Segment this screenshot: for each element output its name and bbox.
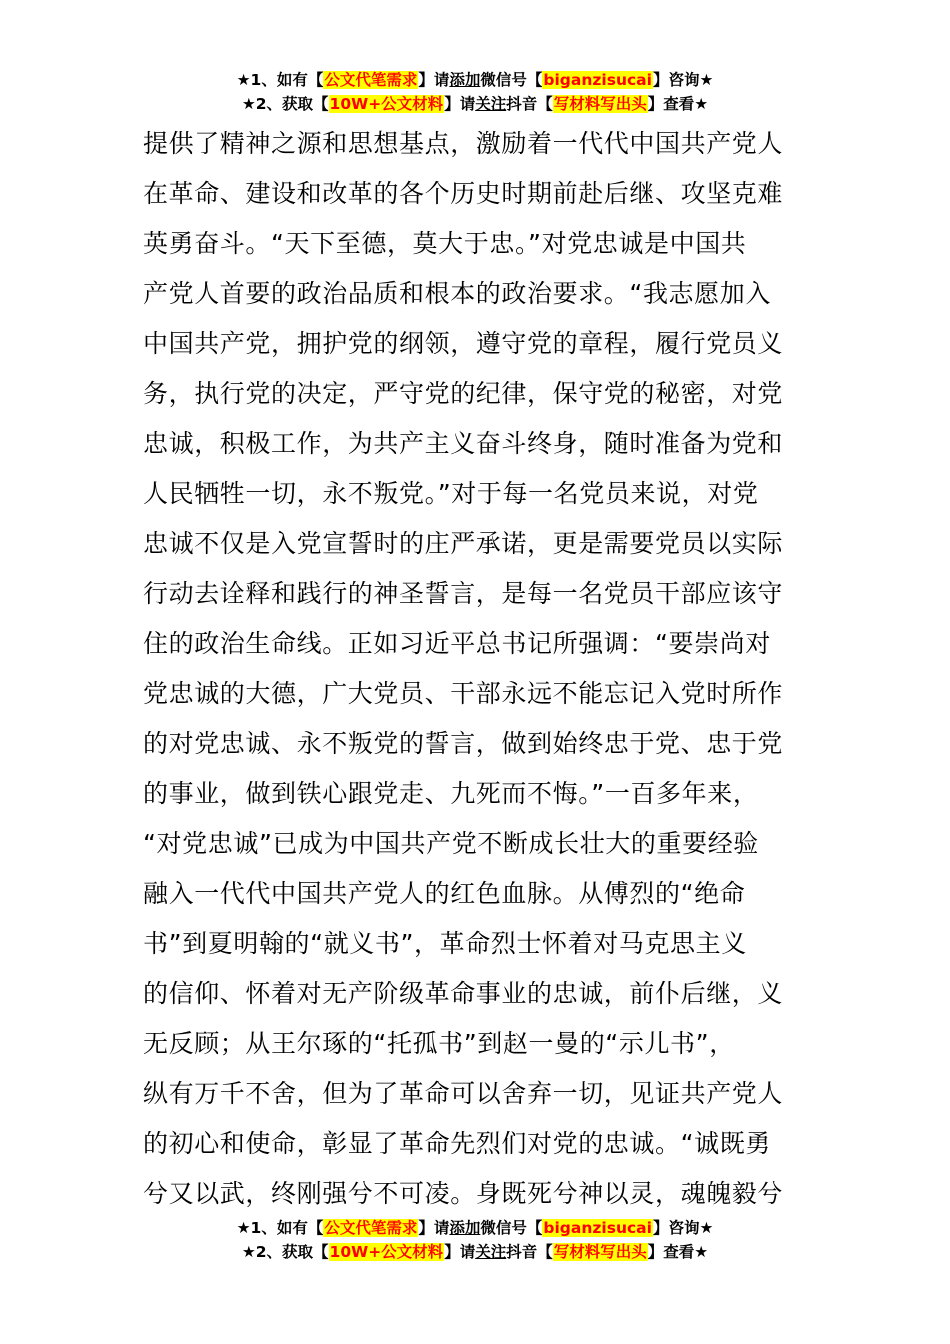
body-line: 英勇奋斗。“天下至德，莫大于忠。”对党忠诚是中国共 — [143, 229, 747, 258]
underlined-add: 添加 — [449, 1219, 481, 1237]
document-body — [143, 119, 808, 1219]
highlight-writing-service: 公文代笔需求 — [324, 1219, 418, 1237]
banner-text: 】咨询★ — [652, 1219, 714, 1237]
banner-text: 微信号【 — [480, 1219, 543, 1237]
body-line: 无反顾；从王尔琢的“托孤书”到赵一曼的“示儿书”， — [143, 1029, 735, 1058]
banner-text: 】查看★ — [647, 1243, 709, 1261]
header-banner — [0, 68, 950, 116]
banner-text: 微信号【 — [480, 71, 543, 89]
body-line: 的对党忠诚、永不叛党的誓言，做到始终忠于党、忠于党 — [143, 729, 784, 758]
underlined-follow: 关注 — [475, 1243, 507, 1261]
body-line: 融入一代代中国共产党人的红色血脉。从傅烈的“绝命 — [143, 879, 746, 908]
banner-line-douyin — [0, 1240, 950, 1264]
body-line: 的初心和使命，彰显了革命先烈们对党的忠诚。“诚既勇 — [143, 1129, 771, 1158]
body-line: 兮又以武，终刚强兮不可凌。身既死兮神以灵，魂魄毅兮 — [143, 1179, 784, 1208]
footer-banner — [0, 1216, 950, 1264]
banner-text: 】请 — [444, 1243, 476, 1261]
highlight-douyin-account: 写材料写出头 — [553, 95, 647, 113]
body-line: 纵有万千不舍，但为了革命可以舍弃一切，见证共产党人 — [143, 1079, 784, 1108]
body-line: 在革命、建设和改革的各个历史时期前赴后继、攻坚克难 — [143, 179, 784, 208]
banner-line-wechat — [0, 1216, 950, 1240]
highlight-materials: 10W+公文材料 — [329, 95, 444, 113]
body-line: 忠诚不仅是入党宣誓时的庄严承诺，更是需要党员以实际 — [143, 529, 784, 558]
body-line: 中国共产党，拥护党的纲领，遵守党的章程，履行党员义 — [143, 329, 784, 358]
banner-text: 】查看★ — [647, 95, 709, 113]
body-line: 的信仰、怀着对无产阶级革命事业的忠诚，前仆后继，义 — [143, 979, 784, 1008]
banner-text: ★1、如有【 — [236, 71, 324, 89]
banner-text: 】请 — [418, 1219, 450, 1237]
underlined-follow: 关注 — [475, 95, 507, 113]
body-line: 党忠诚的大德，广大党员、干部永远不能忘记入党时所作 — [143, 679, 784, 708]
highlight-materials: 10W+公文材料 — [329, 1243, 444, 1261]
banner-line-douyin — [0, 92, 950, 116]
body-line: 忠诚，积极工作，为共产主义奋斗终身，随时准备为党和 — [143, 429, 784, 458]
body-line: 书”到夏明翰的“就义书”，革命烈士怀着对马克思主义 — [143, 929, 747, 958]
body-line: 务，执行党的决定，严守党的纪律，保守党的秘密，对党 — [143, 379, 784, 408]
body-line: 的事业，做到铁心跟党走、九死而不悔。”一百多年来， — [143, 779, 759, 808]
banner-line-wechat — [0, 68, 950, 92]
body-line: 产党人首要的政治品质和根本的政治要求。“我志愿加入 — [143, 279, 771, 308]
banner-text: 抖音【 — [506, 1243, 553, 1261]
banner-text: ★2、获取【 — [241, 1243, 329, 1261]
banner-text: 】请 — [444, 95, 476, 113]
highlight-wechat-id: biganzisucai — [543, 1219, 652, 1237]
banner-text: ★1、如有【 — [236, 1219, 324, 1237]
banner-text: 】咨询★ — [652, 71, 714, 89]
body-line: 人民牺牲一切，永不叛党。”对于每一名党员来说，对党 — [143, 479, 759, 508]
highlight-wechat-id: biganzisucai — [543, 71, 652, 89]
banner-text: 抖音【 — [506, 95, 553, 113]
banner-text: 】请 — [418, 71, 450, 89]
highlight-writing-service: 公文代笔需求 — [324, 71, 418, 89]
body-line: 行动去诠释和践行的神圣誓言，是每一名党员干部应该守 — [143, 579, 784, 608]
underlined-add: 添加 — [449, 71, 481, 89]
body-line: “对党忠诚”已成为中国共产党不断成长壮大的重要经验 — [143, 829, 759, 858]
body-line: 住的政治生命线。正如习近平总书记所强调：“要崇尚对 — [143, 629, 771, 658]
banner-text: ★2、获取【 — [241, 95, 329, 113]
body-line: 提供了精神之源和思想基点，激励着一代代中国共产党人 — [143, 129, 784, 158]
highlight-douyin-account: 写材料写出头 — [553, 1243, 647, 1261]
